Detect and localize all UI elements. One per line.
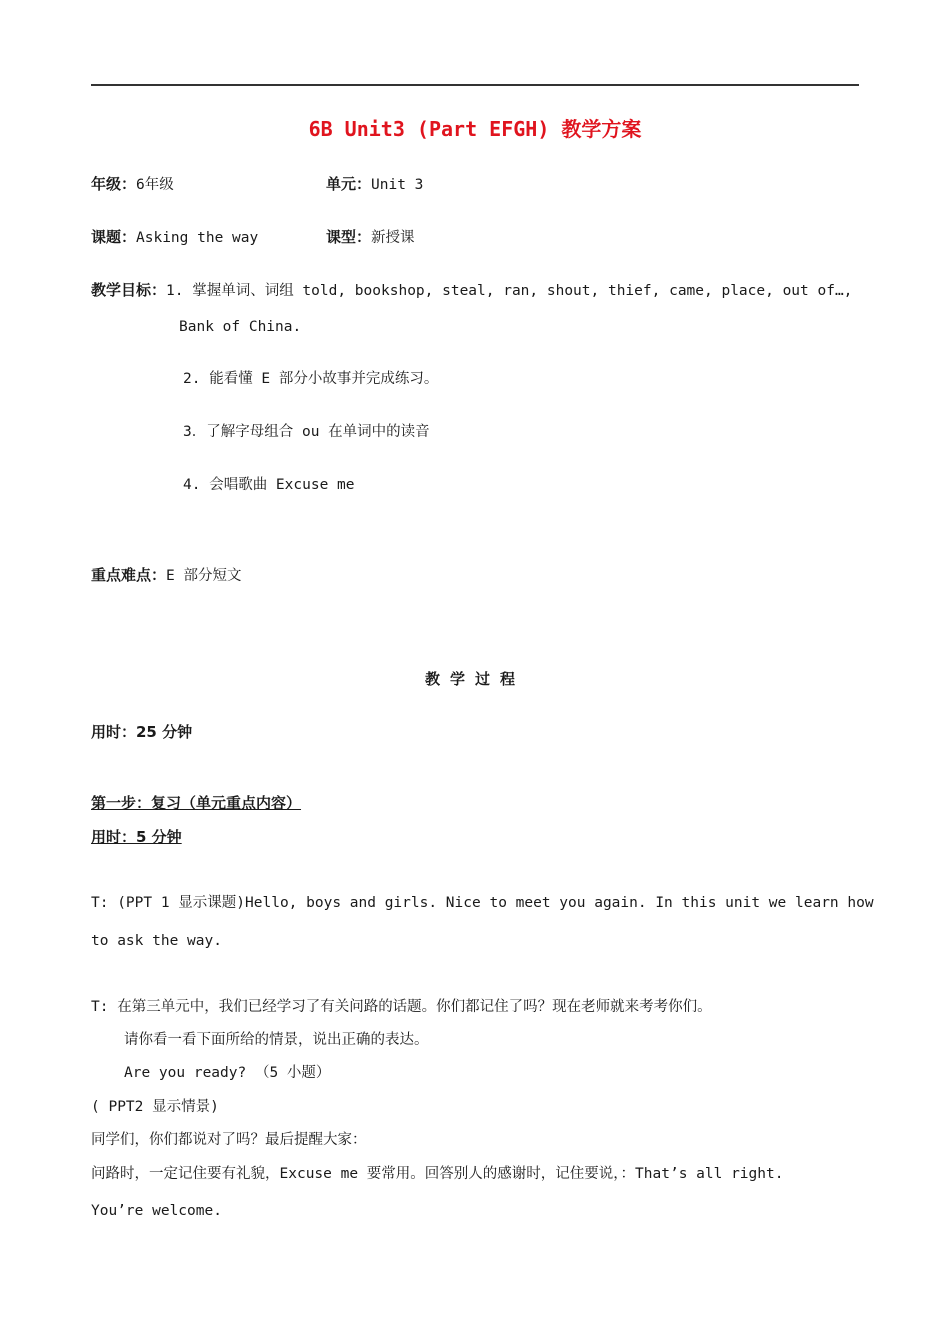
paragraph-4: 同学们，你们都说对了吗？最后提醒大家： (91, 1132, 367, 1148)
paragraph-2-line-1: T: 在第三单元中，我们已经学习了有关问路的话题。你们都记住了吗？现在老师就来考考你们。 (91, 999, 712, 1015)
paragraph-1-line-1: T: (PPT 1 显示课题)Hello, boys and girls. Nice to meet you again. In this unit we learn how (91, 895, 874, 911)
objective-1-line-2: Bank of China. (179, 319, 302, 335)
unit-value: Unit 3 (371, 177, 424, 193)
type-row (326, 227, 415, 248)
paragraph-3: ( PPT2 显示情景) (91, 1099, 219, 1115)
step1-heading: 第一步：复习（单元重点内容） (91, 794, 302, 812)
objectives-label: 教学目标： (91, 281, 167, 299)
unit-row (326, 174, 423, 195)
paragraph-1-line-2: to ask the way. (91, 933, 222, 949)
topic-row (91, 227, 258, 248)
grade-value: 6年级 (136, 177, 174, 193)
type-value: 新授课 (371, 230, 415, 246)
process-title: 教学过程 (424, 670, 525, 688)
paragraph-2-line-2: 请你看一看下面所给的情景，说出正确的表达。 (124, 1032, 429, 1048)
total-time: 用时：25 分钟 (91, 723, 193, 741)
objective-1-line-1: 1. 掌握单词、词组 told, bookshop, steal, ran, shout, thief, came, place, out of…, (166, 283, 853, 299)
step1-time: 用时：5 分钟 (91, 828, 182, 846)
top-rule (91, 84, 859, 86)
paragraph-5-line-1: 问路时，一定记住要有礼貌，Excuse me 要常用。回答别人的感谢时，记住要说，：That’s all right. (91, 1166, 784, 1182)
topic-label: 课题： (91, 228, 137, 246)
paragraph-5-line-2: You’re welcome. (91, 1203, 222, 1219)
key-points-label: 重点难点： (91, 566, 167, 584)
objective-2: 2. 能看懂 E 部分小故事并完成练习。 (183, 371, 439, 387)
grade-row (91, 174, 174, 195)
grade-label: 年级： (91, 175, 137, 193)
document-title: 6B Unit3 (Part EFGH) 教学方案 (308, 117, 642, 141)
key-points-row (91, 565, 241, 586)
paragraph-2-line-3: Are you ready? （5 小题） (124, 1065, 331, 1081)
objective-4: 4. 会唱歌曲 Excuse me (183, 477, 355, 493)
topic-value: Asking the way (136, 230, 259, 246)
type-label: 课型： (326, 228, 372, 246)
objectives-row (91, 280, 852, 301)
unit-label: 单元： (326, 175, 372, 193)
objective-3: 3．了解字母组合 ou 在单词中的读音 (183, 424, 430, 440)
key-points-value: E 部分短文 (166, 568, 242, 584)
